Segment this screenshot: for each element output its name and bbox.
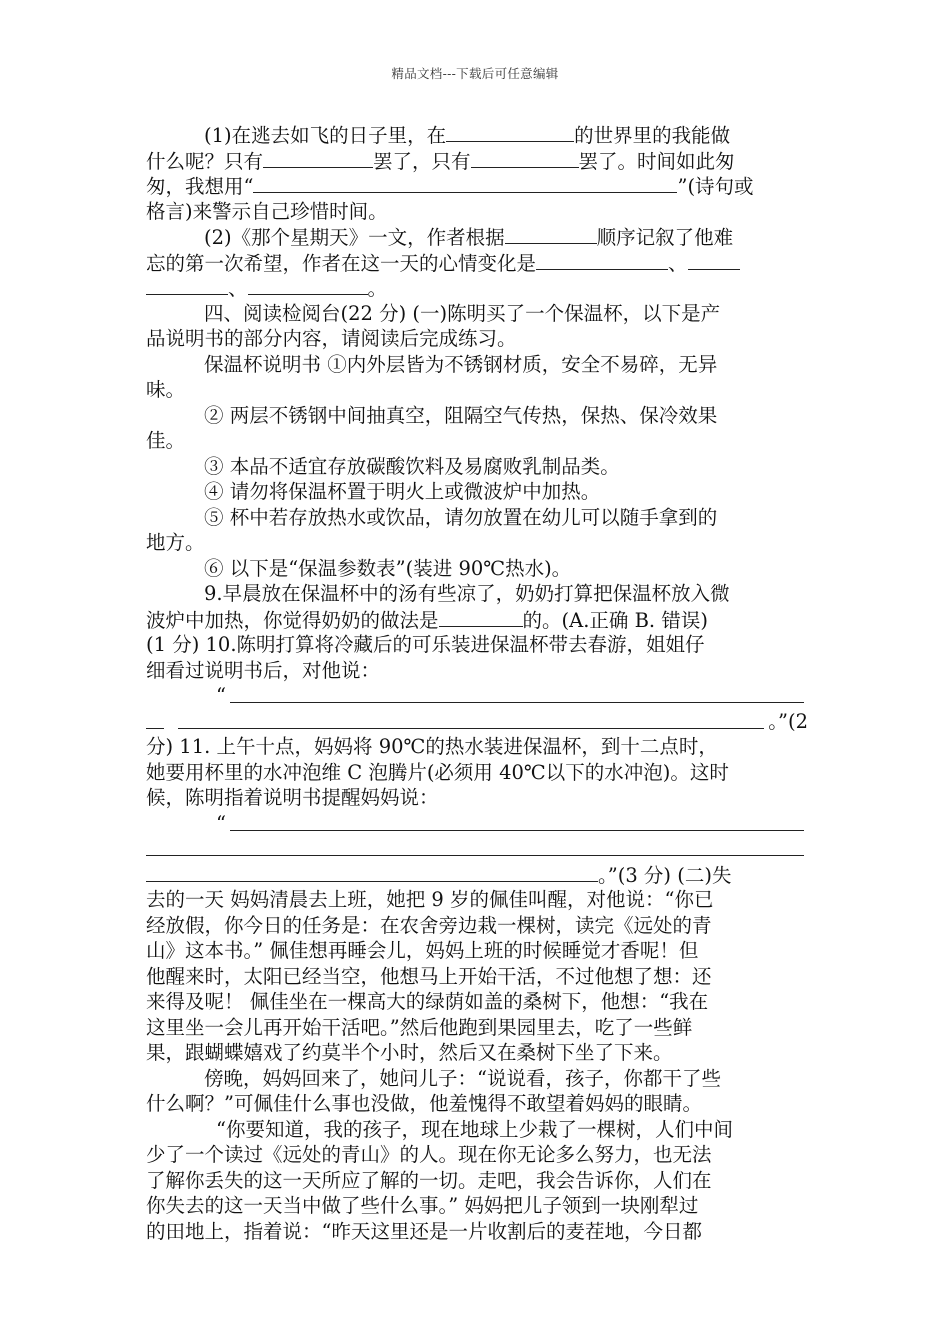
text-line bbox=[146, 479, 808, 505]
text-segment: 去的一天 妈妈清晨去上班，她把 9 岁的佩佳叫醒，对他说：“你已 bbox=[146, 888, 714, 911]
text-segment: 地方。 bbox=[146, 531, 205, 554]
text-line bbox=[146, 173, 808, 199]
passage-line bbox=[146, 887, 808, 913]
text-segment: 、 bbox=[228, 277, 248, 300]
answer-blank[interactable] bbox=[248, 275, 368, 295]
text-segment: ② 两层不锈钢中间抽真空，阻隔空气传热，保热、保冷效果 bbox=[204, 403, 718, 427]
passage-line bbox=[146, 913, 808, 939]
answer-blank[interactable] bbox=[446, 122, 574, 142]
text-line bbox=[146, 377, 808, 403]
answer-line bbox=[146, 683, 808, 709]
text-segment: 9.早晨放在保温杯中的汤有些凉了，奶奶打算把保温杯放入微 bbox=[204, 582, 730, 605]
text-segment: 。”(2 bbox=[768, 709, 808, 733]
answer-blank[interactable] bbox=[688, 250, 740, 270]
text-segment: ⑤ 杯中若存放热水或饮品，请勿放置在幼儿可以随手拿到的 bbox=[204, 505, 718, 529]
text-segment: 的世界里的我能做 bbox=[574, 124, 731, 147]
text-segment: 经放假，你今日的任务是：在农舍旁边栽一棵树，读完《远处的青 bbox=[146, 913, 712, 937]
text-segment: 品说明书的部分内容，请阅读后完成练习。 bbox=[146, 327, 517, 350]
text-line bbox=[146, 607, 808, 633]
text-line bbox=[146, 530, 808, 556]
passage-line bbox=[146, 1219, 808, 1245]
text-segment: 。 bbox=[367, 277, 388, 300]
text-segment: 顺序记叙了他难 bbox=[596, 226, 734, 249]
passage-line bbox=[146, 1168, 808, 1194]
text-segment: “你要知道，我的孩子，现在地球上少栽了一棵树，人们中间 bbox=[216, 1117, 733, 1141]
text-segment: 你失去的这一天当中做了些什么事。” 妈妈把儿子领到一块刚犁过 bbox=[146, 1194, 699, 1217]
answer-blank[interactable] bbox=[505, 224, 597, 244]
text-line bbox=[146, 403, 808, 429]
text-segment: 的田地上，指着说：“昨天这里还是一片收割后的麦茬地，今日都 bbox=[146, 1219, 702, 1243]
passage-line bbox=[146, 1066, 808, 1092]
text-segment: 什么呢？只有 bbox=[146, 149, 264, 173]
passage-line bbox=[146, 989, 808, 1015]
text-line bbox=[146, 760, 808, 786]
answer-blank[interactable] bbox=[146, 275, 228, 295]
text-segment: (1 分) 10.陈明打算将冷藏后的可乐装进保温杯带去春游，姐姐仔 bbox=[146, 633, 705, 656]
answer-blank[interactable] bbox=[439, 607, 523, 627]
text-segment: 来得及呢！ 佩佳坐在一棵高大的绿荫如盖的桑树下，他想：“我在 bbox=[146, 990, 709, 1013]
text-segment: 的。(A.正确 B. 错误) bbox=[522, 608, 708, 632]
answer-line bbox=[146, 862, 808, 888]
answer-blank[interactable] bbox=[146, 836, 804, 856]
text-segment: ⑥ 以下是“保温参数表”(装进 90℃热水)。 bbox=[204, 556, 572, 580]
text-segment: 果，跟蝴蝶嬉戏了约莫半个小时，然后又在桑树下坐了下来。 bbox=[146, 1041, 673, 1064]
text-segment: 波炉中加热，你觉得奶奶的做法是 bbox=[146, 608, 439, 632]
answer-blank[interactable] bbox=[178, 709, 764, 729]
text-line bbox=[146, 428, 808, 454]
question-11 bbox=[146, 734, 808, 760]
text-segment: 什么啊？”可佩佳什么事也没做，他羞愧得不敢望着妈妈的眼睛。 bbox=[146, 1092, 702, 1115]
text-segment: ④ 请勿将保温杯置于明火上或微波炉中加热。 bbox=[204, 480, 601, 503]
passage-line bbox=[146, 1040, 808, 1066]
text-segment: 匆，我想用“ bbox=[146, 175, 254, 198]
section-heading bbox=[146, 301, 808, 327]
answer-blank[interactable] bbox=[536, 250, 668, 270]
text-line bbox=[146, 454, 808, 480]
answer-blank[interactable] bbox=[263, 148, 373, 168]
text-segment: 少了一个读过《远处的青山》的人。现在你无论多么努力，也无法 bbox=[146, 1143, 712, 1166]
page-header: 精品文档---下载后可任意编辑 bbox=[391, 66, 559, 81]
text-segment: 、 bbox=[668, 251, 688, 275]
text-segment: 山》这本书。” 佩佳想再睡会儿，妈妈上班的时候睡觉才香呢！但 bbox=[146, 939, 699, 962]
text-segment: “ bbox=[216, 684, 226, 707]
answer-blank[interactable] bbox=[146, 709, 164, 729]
text-segment: 了解你丢失的这一天所应了解的一切。走吧，我会告诉你，人们在 bbox=[146, 1168, 712, 1192]
answer-blank[interactable] bbox=[230, 683, 804, 703]
text-segment: 这里坐一会儿再开始干活吧。”然后他跑到果园里去，吃了一些鲜 bbox=[146, 1015, 693, 1039]
answer-line bbox=[146, 811, 808, 837]
passage-line bbox=[146, 1091, 808, 1117]
text-line bbox=[146, 148, 808, 174]
text-segment: “ bbox=[216, 811, 226, 835]
text-segment: 罢了，只有 bbox=[373, 149, 471, 173]
text-line bbox=[146, 352, 808, 378]
answer-blank[interactable] bbox=[471, 148, 579, 168]
text-segment: 忘的第一次希望，作者在这一天的心情变化是 bbox=[146, 251, 537, 275]
passage-line bbox=[146, 1193, 808, 1219]
answer-line bbox=[146, 709, 808, 735]
text-line bbox=[146, 199, 808, 225]
text-segment: 。”(3 分) (二)失 bbox=[598, 863, 732, 887]
text-line bbox=[146, 785, 808, 811]
document-body bbox=[146, 122, 808, 1244]
text-segment: ”(诗句或 bbox=[677, 175, 754, 198]
question-10 bbox=[146, 632, 808, 658]
text-segment: 他醒来时，太阳已经当空，他想马上开始干活，不过他想了想：还 bbox=[146, 964, 712, 988]
text-segment: ③ 本品不适宜存放碳酸饮料及易腐败乳制品类。 bbox=[204, 454, 620, 478]
passage-line bbox=[146, 938, 808, 964]
text-line bbox=[146, 326, 808, 352]
text-segment: 傍晚，妈妈回来了，她问儿子：“说说看，孩子，你都干了些 bbox=[204, 1066, 721, 1090]
text-line bbox=[146, 224, 808, 250]
text-segment: 味。 bbox=[146, 378, 186, 401]
passage-line bbox=[146, 1117, 808, 1143]
text-segment: (1)在逃去如飞的日子里，在 bbox=[204, 124, 447, 147]
text-line bbox=[146, 658, 808, 684]
text-line bbox=[146, 275, 808, 301]
answer-blank[interactable] bbox=[253, 173, 677, 193]
text-segment: (2)《那个星期天》一文，作者根据 bbox=[204, 226, 505, 249]
text-line bbox=[146, 505, 808, 531]
text-segment: 她要用杯里的水冲泡维 C 泡腾片(必须用 40℃以下的水冲泡)。这时 bbox=[146, 760, 729, 784]
text-line bbox=[146, 122, 808, 148]
passage-line bbox=[146, 1015, 808, 1041]
text-segment: 细看过说明书后，对他说： bbox=[146, 658, 381, 682]
text-line bbox=[146, 250, 808, 276]
text-line bbox=[146, 556, 808, 582]
text-segment: 候，陈明指着说明书提醒妈妈说： bbox=[146, 786, 439, 809]
text-segment: 分) 11. 上午十点，妈妈将 90℃的热水装进保温杯，到十二点时， bbox=[146, 735, 718, 758]
answer-blank[interactable] bbox=[230, 811, 804, 831]
passage-line bbox=[146, 964, 808, 990]
answer-line bbox=[146, 836, 808, 862]
passage-line bbox=[146, 1142, 808, 1168]
text-segment: 佳。 bbox=[146, 429, 186, 452]
text-segment: 罢了。时间如此匆 bbox=[578, 149, 735, 173]
question-9 bbox=[146, 581, 808, 607]
text-segment: 格言)来警示自己珍惜时间。 bbox=[146, 199, 388, 223]
text-segment: 四、阅读检阅台(22 分) (一)陈明买了一个保温杯，以下是产 bbox=[204, 301, 721, 325]
answer-blank[interactable] bbox=[146, 862, 598, 882]
text-segment: 保温杯说明书 ①内外层皆为不锈钢材质，安全不易碎，无异 bbox=[204, 352, 718, 376]
